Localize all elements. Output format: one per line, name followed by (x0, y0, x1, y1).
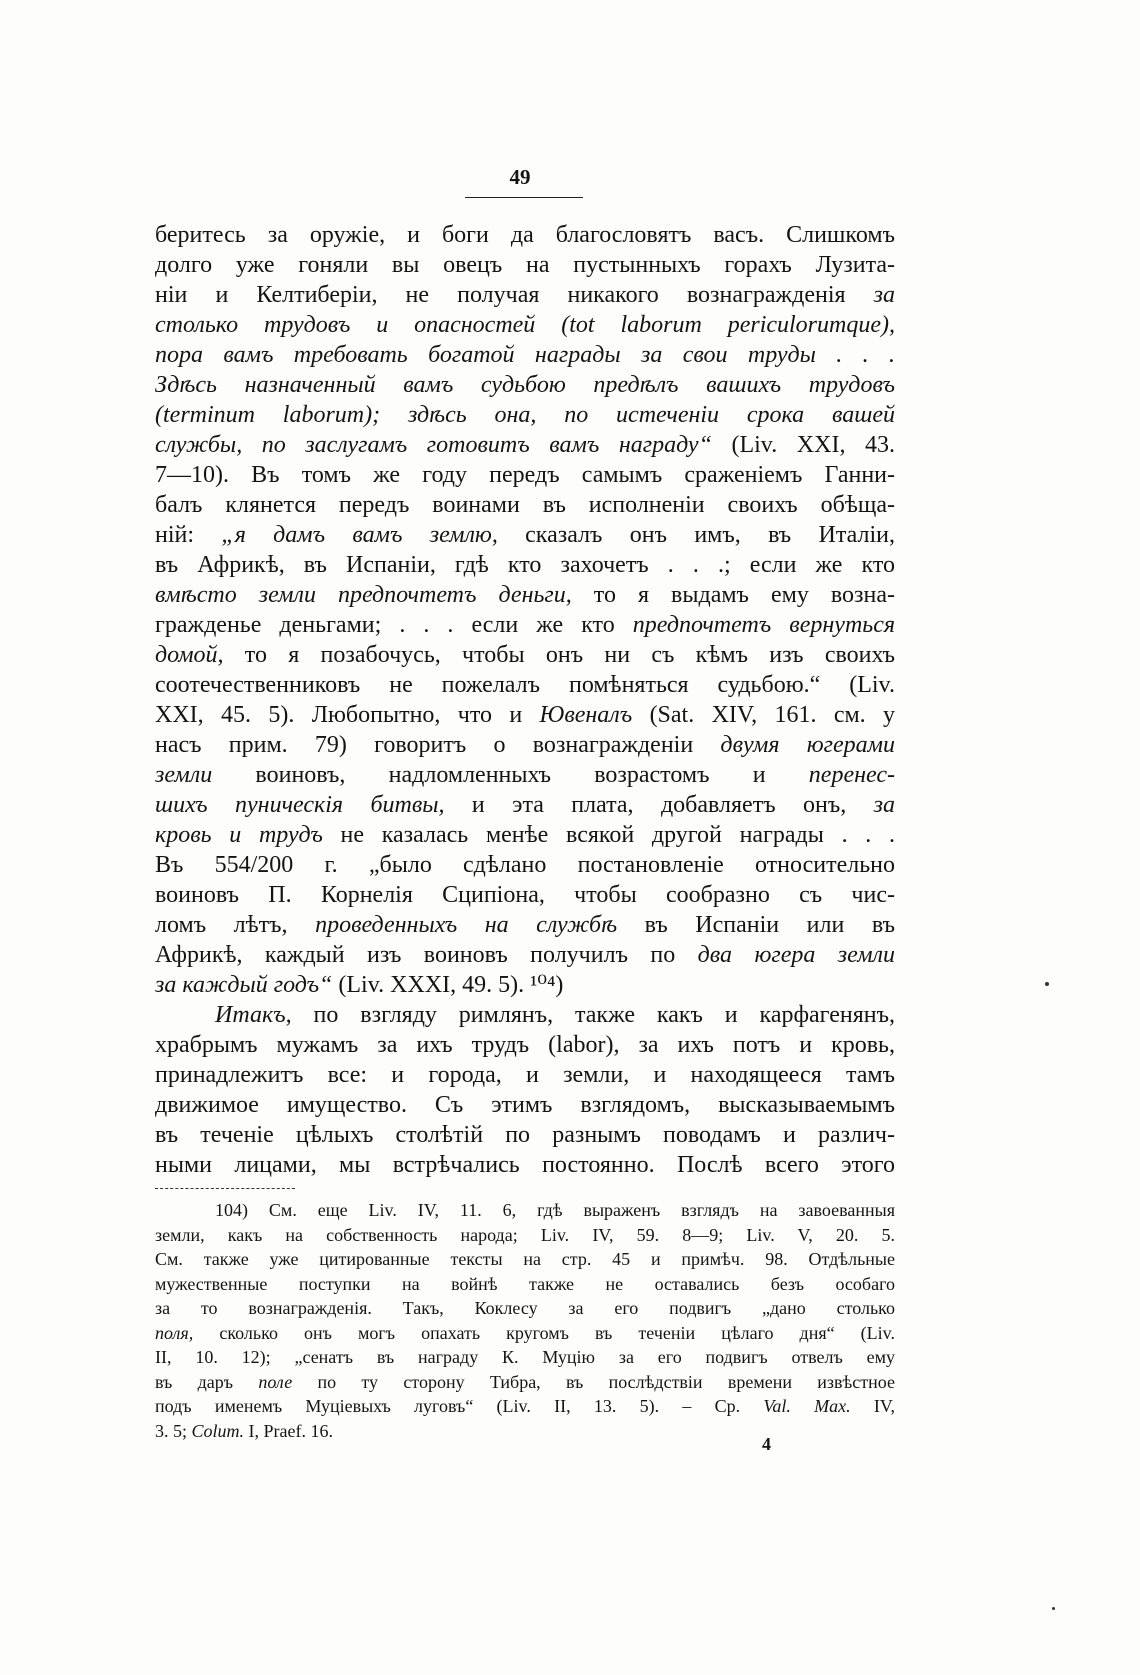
text-run: мужественные поступки на войнѣ также не оставались безъ особаго (155, 1273, 895, 1294)
text-run: то я выдамъ ему возна- (571, 582, 895, 608)
text-run: въ Испаніи или въ (617, 912, 895, 938)
footnote-line (155, 1247, 895, 1272)
text-line (155, 250, 895, 280)
text-run: по взгляду римлянъ, также какъ и карфагенянъ, (291, 1002, 895, 1028)
text-run: сколько онъ могъ опахать кругомъ въ теченіи цѣлаго дня“ (Liv. (193, 1322, 895, 1343)
text-run: балъ клянется передъ воинами въ исполненіи своихъ обѣща- (155, 492, 895, 518)
text-run: (Liv. XXI, 43. (711, 432, 895, 458)
text-line (155, 370, 895, 400)
text-run: насъ прим. 79) говоритъ о вознагражденіи (155, 732, 721, 758)
italic-run: два югера земли (697, 942, 896, 968)
text-line (155, 430, 895, 460)
text-run: См. также уже цитированные тексты на стр. 45 и примѣч. 98. Отдѣльные (155, 1249, 895, 1269)
text-line (155, 1030, 895, 1060)
text-line (155, 790, 895, 820)
text-run: долго уже гоняли вы овецъ на пустынныхъ горахъ Лузита- (155, 252, 895, 278)
italic-run: столько трудовъ и опасностей (tot laborum periculorumque), (155, 312, 895, 338)
text-run: въ даръ (155, 1371, 259, 1392)
text-line (155, 1150, 895, 1180)
italic-run: проведенныхъ на службѣ (315, 912, 618, 938)
italic-run: двумя югерами (720, 732, 895, 758)
italic-run: домой, (155, 642, 224, 668)
italic-run: Здѣсь назначенный вамъ судьбою предѣлъ вашихъ трудовъ (155, 372, 895, 398)
footnote-line (155, 1272, 895, 1297)
text-run: 104) См. еще Liv. IV, 11. 6, гдѣ выраженъ взглядъ на завоеванныя (215, 1200, 895, 1220)
italic-run: поля, (155, 1322, 194, 1343)
text-run: за то вознагражденія. Такъ, Коклесу за его подвигъ „дано столько (155, 1298, 895, 1318)
text-line (155, 850, 895, 880)
footnote-line (155, 1198, 895, 1223)
text-run: 7—10). Въ томъ же году передъ самымъ сраженіемъ Ганни- (155, 462, 895, 488)
text-run: по ту сторону Тибра, въ послѣдствіи времени извѣстное (292, 1371, 895, 1392)
text-line (155, 760, 895, 790)
scan-speck (1045, 982, 1049, 986)
text-run: то я позабочусь, чтобы онъ ни съ кѣмъ изъ своихъ (223, 642, 895, 668)
italic-run: поле (258, 1371, 293, 1392)
text-run: и эта плата, добавляетъ онъ, (444, 792, 874, 818)
text-line (155, 730, 895, 760)
footnotes (155, 1198, 895, 1443)
text-line (155, 460, 895, 490)
text-line (155, 910, 895, 940)
footnote-line (155, 1394, 895, 1419)
italic-run: Итакъ, (215, 1002, 292, 1028)
text-run: земли, какъ на собственность народа; Liv. IV, 59. 8—9; Liv. V, 20. 5. (155, 1224, 895, 1245)
text-run: (Liv. XXXI, 49. 5). ¹⁰⁴) (332, 972, 564, 998)
text-run: ными лицами, мы встрѣчались постоянно. Послѣ всего этого (155, 1152, 895, 1178)
text-line (155, 550, 895, 580)
text-line (155, 670, 895, 700)
italic-run: за (873, 792, 895, 818)
text-run: II, 10. 12); „сенатъ въ награду К. Муцію за его подвигъ отвелъ ему (155, 1347, 895, 1367)
italic-run: за каждый годъ“ (155, 972, 333, 998)
text-run: не казалась менѣе всякой другой награды . . . (322, 822, 895, 848)
text-run: 3. 5; (155, 1420, 192, 1441)
text-run: храбрымъ мужамъ за ихъ трудъ (labor), за ихъ потъ и кровь, (155, 1032, 895, 1058)
footnote-line (155, 1296, 895, 1321)
text-line (155, 310, 895, 340)
text-run: соотечественниковъ не пожелалъ помѣняться судьбою.“ (Liv. (155, 672, 895, 698)
scan-speck (1052, 1607, 1055, 1610)
text-line (155, 220, 895, 250)
italic-run: перенес- (808, 762, 895, 788)
text-line (155, 640, 895, 670)
italic-run: кровь и трудъ (155, 822, 323, 848)
text-run: въ теченіе цѣлыхъ столѣтій по разнымъ поводамъ и различ- (155, 1122, 895, 1148)
italic-run: шихъ пуническія битвы, (155, 792, 445, 818)
italic-run: Val. Max. (763, 1396, 851, 1416)
text-line (155, 280, 895, 310)
footnote-line (155, 1345, 895, 1370)
text-line (155, 1000, 895, 1030)
text-run: гражденье деньгами; . . . если же кто (155, 612, 633, 638)
text-run: ломъ лѣтъ, (155, 912, 316, 938)
text-line (155, 1120, 895, 1150)
text-line (155, 340, 895, 370)
italic-run: службы, по заслугамъ готовитъ вамъ награду“ (155, 432, 712, 458)
text-run: воиновъ П. Корнелія Сципіона, чтобы сообразно съ чис- (155, 882, 895, 908)
italic-run: Colum. (191, 1420, 245, 1441)
page-number: 49 (509, 165, 531, 189)
text-run: ніи и Келтиберіи, не получая никакого вознагражденія (155, 282, 874, 308)
text-line (155, 400, 895, 430)
text-run: Африкѣ, каждый изъ воиновъ получилъ по (155, 942, 698, 968)
italic-run: вмѣсто земли предпочтетъ деньги, (155, 582, 572, 608)
footnote-line (155, 1419, 895, 1444)
header-rule (465, 197, 583, 198)
text-run: XXI, 45. 5). Любопытно, что и (155, 702, 540, 728)
text-line (155, 580, 895, 610)
footnote-line (155, 1223, 895, 1248)
italic-run: пора вамъ требовать богатой награды за свои труды . . . (155, 342, 895, 368)
text-line (155, 610, 895, 640)
text-run: въ Африкѣ, въ Испаніи, гдѣ кто захочетъ . . .; если же кто (155, 552, 895, 578)
text-line (155, 880, 895, 910)
text-run: I, Praef. 16. (244, 1420, 334, 1441)
italic-run: (terminum laborum); здѣсь она, по истеченіи срока вашей (155, 402, 895, 428)
italic-run: земли (155, 762, 213, 788)
footnote-line (155, 1321, 895, 1346)
text-run: сказалъ онъ имъ, въ Италіи, (497, 522, 895, 548)
text-run: ній: (155, 522, 222, 548)
text-run: движимое имущество. Съ этимъ взглядомъ, высказываемымъ (155, 1092, 895, 1118)
italic-run: предпочтетъ вернуться (632, 612, 896, 638)
text-line (155, 940, 895, 970)
text-line (155, 1090, 895, 1120)
text-line (155, 820, 895, 850)
text-run: воиновъ, надломленныхъ возрастомъ и (212, 762, 809, 788)
text-line (155, 490, 895, 520)
text-run: беритесь за оружіе, и боги да благословятъ васъ. Слишкомъ (155, 222, 895, 248)
text-run: принадлежитъ все: и города, и земли, и находящееся тамъ (155, 1062, 895, 1088)
italic-run: за (873, 282, 895, 308)
footnote-line (155, 1370, 895, 1395)
text-line (155, 970, 895, 1000)
italic-run: „я дамъ вамъ землю, (221, 522, 498, 548)
footnote-separator (155, 1188, 295, 1189)
text-run: Въ 554/200 г. „было сдѣлано постановленіе относительно (155, 852, 895, 878)
italic-run: Ювеналъ (539, 702, 633, 728)
text-line (155, 520, 895, 550)
signature-mark: 4 (762, 1434, 771, 1454)
text-line (155, 1060, 895, 1090)
text-run: IV, (850, 1396, 895, 1416)
text-run: подъ именемъ Муціевыхъ луговъ“ (Liv. II, 13. 5). – Ср. (155, 1396, 764, 1416)
text-run: (Sat. XIV, 161. см. у (632, 702, 896, 728)
text-line (155, 700, 895, 730)
main-text (155, 220, 895, 1180)
